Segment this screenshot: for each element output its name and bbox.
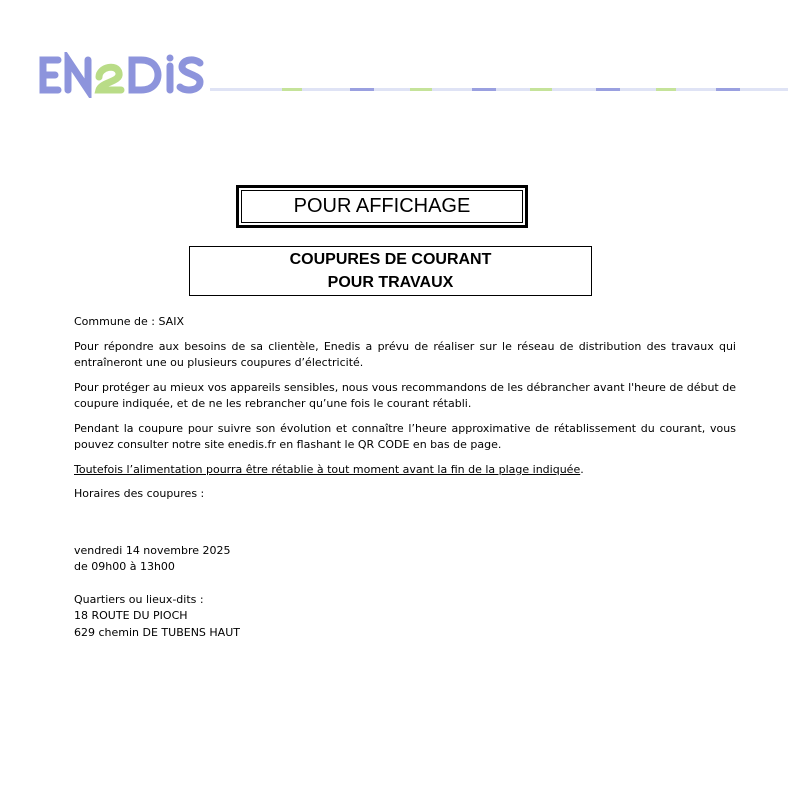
enedis-logo xyxy=(37,52,205,98)
schedule-heading: Horaires des coupures : xyxy=(74,487,205,500)
outage-date: vendredi 14 novembre 2025 xyxy=(74,543,231,557)
paragraph-appliances: Pour protéger au mieux vos appareils sensibles, nous vous recommandons de les débrancher avant l'heure de début de coupure indiquée, et de ne les rebrancher qu’une fois le courant rétabli. xyxy=(74,380,736,410)
place-item: 18 ROUTE DU PIOCH xyxy=(74,609,188,622)
paragraph-followup: Pendant la coupure pour suivre son évolution et connaître l’heure approximative de rétablissement du courant, vous pouvez consulter notre site enedis.fr en flashant le QR CODE en bas de page. xyxy=(74,421,736,451)
notice-subtitle-line1: COUPURES DE COURANT xyxy=(289,251,492,268)
paragraph-intro: Pour répondre aux besoins de sa clientèle, Enedis a prévu de réaliser sur le réseau de distribution des travaux qui entraîneront une ou plusieurs coupures d’électricité. xyxy=(74,339,736,369)
restoration-note: Toutefois l’alimentation pourra être rétablie à tout moment avant la fin de la plage indiquée xyxy=(74,462,581,476)
commune: Commune de : SAIX xyxy=(74,315,184,328)
notice-title-box xyxy=(236,185,528,228)
notice-subtitle-line2: POUR TRAVAUX xyxy=(327,274,454,291)
notice-title: POUR AFFICHAGE xyxy=(241,190,523,223)
paragraph-restoration xyxy=(74,462,736,479)
place-item: 629 chemin DE TUBENS HAUT xyxy=(74,625,240,639)
restoration-note-end: . xyxy=(580,462,584,476)
outage-time-range: de 09h00 à 13h00 xyxy=(74,560,175,573)
brand-divider xyxy=(210,88,788,91)
notice-subtitle-box xyxy=(189,246,592,296)
notice-body xyxy=(74,314,736,641)
places-heading: Quartiers ou lieux-dits : xyxy=(74,592,204,606)
